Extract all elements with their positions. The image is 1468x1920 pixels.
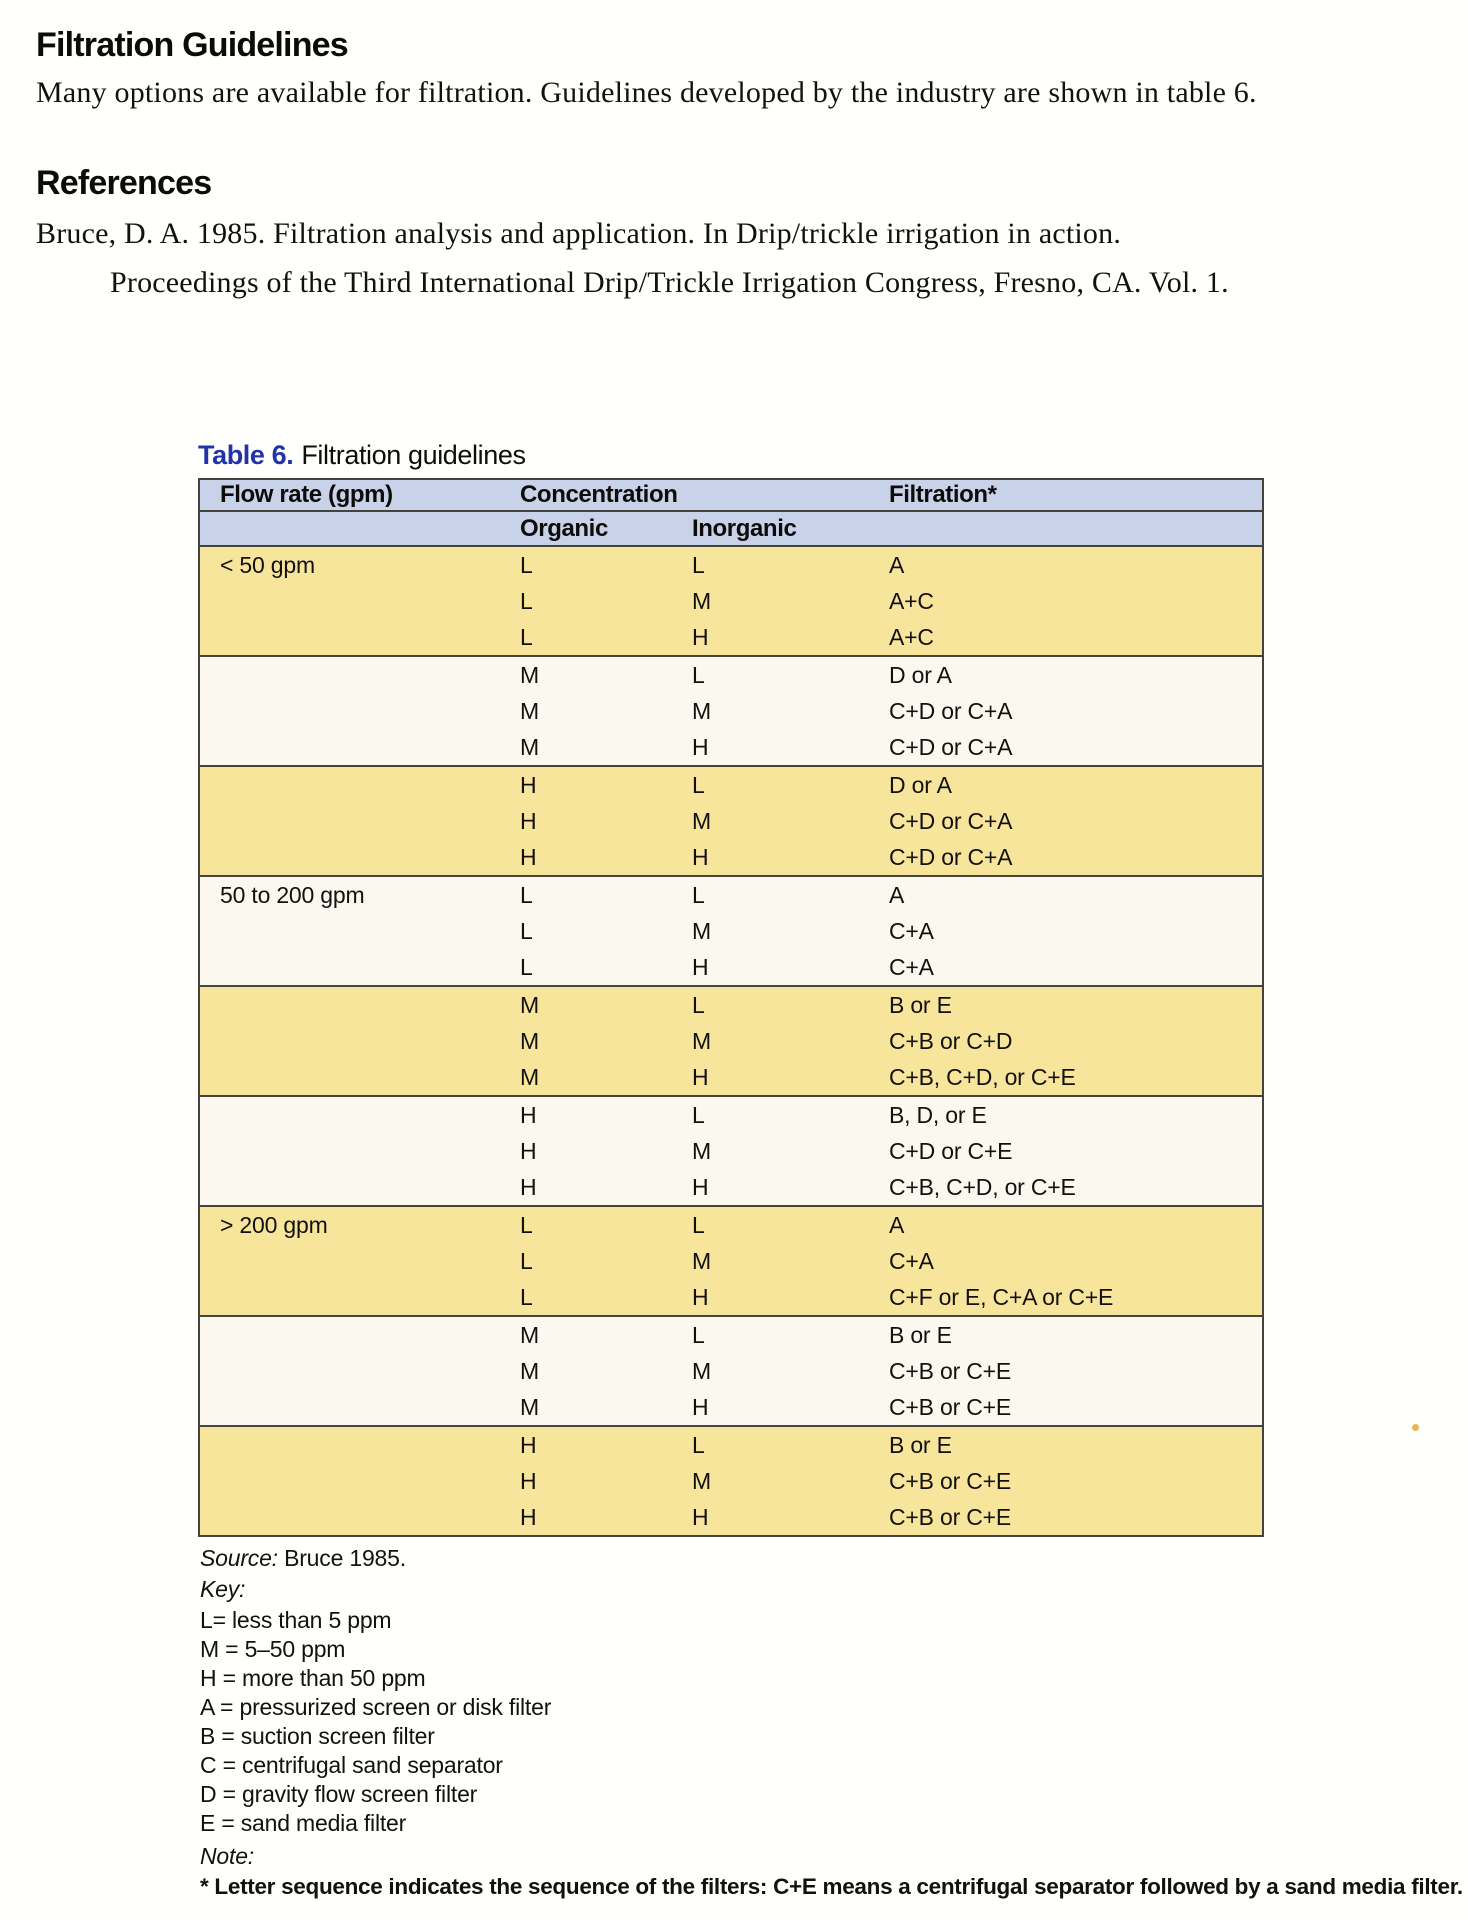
table-row <box>200 877 1262 913</box>
cell-inorganic: M <box>692 1027 711 1054</box>
intro-paragraph: Many options are available for filtration. Guidelines developed by the industry are shown in table 6. <box>36 76 1257 109</box>
cell-inorganic: L <box>692 881 705 908</box>
cell-filtration: C+B or C+E <box>889 1393 1011 1420</box>
cell-filtration: A <box>889 881 905 908</box>
cell-organic: M <box>520 991 539 1018</box>
cell-inorganic: H <box>692 1393 709 1420</box>
cell-organic: L <box>520 953 533 980</box>
table-row <box>200 729 1262 765</box>
cell-filtration: C+B, C+D, or C+E <box>889 1173 1076 1200</box>
cell-inorganic: H <box>692 1283 709 1310</box>
cell-organic: H <box>520 1173 537 1200</box>
cell-inorganic: H <box>692 843 709 870</box>
key-item: C = centrifugal sand separator <box>200 1752 503 1778</box>
key-items <box>200 1606 551 1838</box>
cell-filtration: C+B or C+E <box>889 1503 1011 1530</box>
table-row <box>200 1389 1262 1425</box>
cell-filtration: C+D or C+E <box>889 1137 1013 1164</box>
note-label: Note: <box>200 1843 254 1869</box>
cell-organic: L <box>520 1211 533 1238</box>
cell-inorganic: M <box>692 1137 711 1164</box>
key-item: M = 5–50 ppm <box>200 1636 346 1662</box>
filtration-table <box>198 478 1264 1537</box>
cell-inorganic: H <box>692 1503 709 1530</box>
table-header-row-2 <box>200 512 1262 547</box>
table-band <box>200 877 1262 987</box>
cell-inorganic: H <box>692 733 709 760</box>
cell-organic: H <box>520 1467 537 1494</box>
cell-organic: L <box>520 587 533 614</box>
cell-inorganic: L <box>692 551 705 578</box>
source-label: Source: <box>200 1545 278 1571</box>
cell-inorganic: H <box>692 953 709 980</box>
table-band <box>200 987 1262 1097</box>
cell-filtration: C+D or C+A <box>889 697 1013 724</box>
column-header-inorganic: Inorganic <box>692 514 797 542</box>
table-row <box>200 1353 1262 1389</box>
table-row <box>200 657 1262 693</box>
table-row <box>200 583 1262 619</box>
cell-organic: L <box>520 551 533 578</box>
cell-organic: H <box>520 843 537 870</box>
cell-filtration: C+D or C+A <box>889 843 1013 870</box>
cell-filtration: D or A <box>889 661 952 688</box>
source-line <box>198 1545 1264 1572</box>
cell-inorganic: L <box>692 1211 705 1238</box>
cell-filtration: D or A <box>889 771 952 798</box>
cell-organic: H <box>520 771 537 798</box>
cell-organic: M <box>520 733 539 760</box>
cell-organic: L <box>520 623 533 650</box>
cell-inorganic: L <box>692 661 705 688</box>
cell-flow: > 200 gpm <box>220 1211 328 1238</box>
key-item: A = pressurized screen or disk filter <box>200 1694 552 1720</box>
table-row <box>200 1133 1262 1169</box>
cell-inorganic: L <box>692 1431 705 1458</box>
table-row <box>200 1243 1262 1279</box>
cell-organic: M <box>520 1321 539 1348</box>
cell-filtration: C+A <box>889 953 934 980</box>
key-item: D = gravity flow screen filter <box>200 1781 478 1807</box>
cell-filtration: C+B or C+E <box>889 1467 1011 1494</box>
cell-inorganic: M <box>692 587 711 614</box>
cell-inorganic: M <box>692 807 711 834</box>
key-item: L= less than 5 ppm <box>200 1607 392 1633</box>
key-item: B = suction screen filter <box>200 1723 435 1749</box>
cell-organic: M <box>520 1393 539 1420</box>
cell-filtration: A <box>889 1211 905 1238</box>
cell-organic: L <box>520 881 533 908</box>
section-heading-references: References <box>36 164 212 202</box>
table-row <box>200 619 1262 655</box>
table-title-text: Filtration guidelines <box>301 440 526 470</box>
table-row <box>200 1463 1262 1499</box>
cell-organic: M <box>520 1027 539 1054</box>
cell-filtration: B or E <box>889 1321 952 1348</box>
cell-inorganic: M <box>692 1357 711 1384</box>
cell-filtration: C+F or E, C+A or C+E <box>889 1283 1114 1310</box>
key-section <box>200 1576 551 1838</box>
section-heading-filtration: Filtration Guidelines <box>36 26 348 64</box>
cell-filtration: C+B, C+D, or C+E <box>889 1063 1076 1090</box>
table-band <box>200 1207 1262 1317</box>
cell-filtration: A+C <box>889 623 934 650</box>
table-body <box>200 547 1262 1535</box>
table-title <box>198 440 1264 471</box>
cell-organic: M <box>520 697 539 724</box>
column-header-concentration: Concentration <box>520 481 678 508</box>
table-row <box>200 1097 1262 1133</box>
table-row <box>200 1279 1262 1315</box>
cell-organic: L <box>520 1283 533 1310</box>
cell-inorganic: M <box>692 917 711 944</box>
source-text: Bruce 1985. <box>284 1545 406 1571</box>
reference-line-1: Bruce, D. A. 1985. Filtration analysis and application. In Drip/trickle irrigation in action. <box>36 217 1122 250</box>
cell-inorganic: M <box>692 1467 711 1494</box>
table-band <box>200 1317 1262 1427</box>
table-row <box>200 803 1262 839</box>
table-row <box>200 1169 1262 1205</box>
table-row <box>200 1023 1262 1059</box>
table-row <box>200 949 1262 985</box>
scan-artifact-dot <box>1412 1424 1419 1431</box>
cell-organic: H <box>520 807 537 834</box>
table-row <box>200 1427 1262 1463</box>
column-header-organic: Organic <box>520 514 608 542</box>
column-header-flow-rate: Flow rate (gpm) <box>220 481 393 508</box>
table-band <box>200 767 1262 877</box>
cell-inorganic: M <box>692 1247 711 1274</box>
cell-inorganic: L <box>692 1321 705 1348</box>
note-text: * Letter sequence indicates the sequence of the filters: C+E means a centrifugal separator followed by a sand media filter. <box>200 1874 1463 1899</box>
table-header-row-1 <box>200 480 1262 512</box>
table-number-label: Table 6. <box>198 440 294 470</box>
cell-flow: 50 to 200 gpm <box>220 881 365 908</box>
table-row <box>200 693 1262 729</box>
table-band <box>200 547 1262 657</box>
table-band <box>200 1097 1262 1207</box>
key-item: E = sand media filter <box>200 1810 407 1836</box>
cell-filtration: B, D, or E <box>889 1101 987 1128</box>
cell-inorganic: L <box>692 991 705 1018</box>
table-row <box>200 1317 1262 1353</box>
key-label: Key: <box>200 1576 246 1602</box>
cell-inorganic: H <box>692 1063 709 1090</box>
cell-organic: H <box>520 1503 537 1530</box>
cell-filtration: C+D or C+A <box>889 807 1013 834</box>
note-section <box>200 1843 1463 1900</box>
table-row <box>200 767 1262 803</box>
cell-inorganic: H <box>692 1173 709 1200</box>
reference-line-2: Proceedings of the Third International Drip/Trickle Irrigation Congress, Fresno, CA. Vol. 1. <box>110 266 1229 299</box>
cell-flow: < 50 gpm <box>220 551 315 578</box>
cell-filtration: A+C <box>889 587 934 614</box>
cell-filtration: A <box>889 551 905 578</box>
table-6-block <box>198 440 1264 1572</box>
cell-filtration: C+A <box>889 917 934 944</box>
table-row <box>200 987 1262 1023</box>
cell-filtration: B or E <box>889 991 952 1018</box>
cell-filtration: C+D or C+A <box>889 733 1013 760</box>
cell-organic: L <box>520 917 533 944</box>
cell-organic: M <box>520 1063 539 1090</box>
key-item: H = more than 50 ppm <box>200 1665 426 1691</box>
cell-filtration: C+A <box>889 1247 934 1274</box>
table-row <box>200 1207 1262 1243</box>
cell-organic: L <box>520 1247 533 1274</box>
cell-organic: H <box>520 1101 537 1128</box>
cell-filtration: B or E <box>889 1431 952 1458</box>
cell-inorganic: L <box>692 771 705 798</box>
cell-organic: H <box>520 1431 537 1458</box>
table-band <box>200 657 1262 767</box>
column-header-filtration: Filtration* <box>889 481 997 508</box>
table-row <box>200 1499 1262 1535</box>
cell-organic: H <box>520 1137 537 1164</box>
table-band <box>200 1427 1262 1535</box>
cell-inorganic: L <box>692 1101 705 1128</box>
cell-filtration: C+B or C+D <box>889 1027 1013 1054</box>
cell-organic: M <box>520 1357 539 1384</box>
table-row <box>200 839 1262 875</box>
cell-inorganic: M <box>692 697 711 724</box>
cell-inorganic: H <box>692 623 709 650</box>
cell-filtration: C+B or C+E <box>889 1357 1011 1384</box>
table-row <box>200 913 1262 949</box>
table-row <box>200 547 1262 583</box>
cell-organic: M <box>520 661 539 688</box>
table-row <box>200 1059 1262 1095</box>
